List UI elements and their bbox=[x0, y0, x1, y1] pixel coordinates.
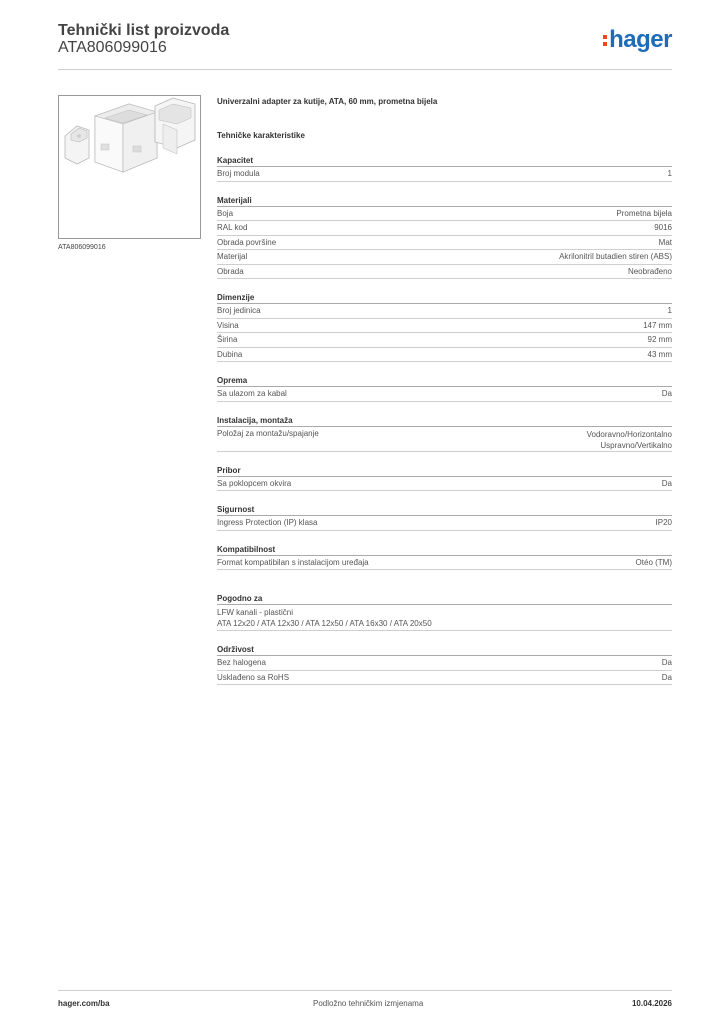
spec-label: Broj jedinica bbox=[217, 306, 261, 315]
spec-value-line: Uspravno/Vertikalno bbox=[600, 440, 672, 450]
section-title: Sigurnost bbox=[217, 503, 672, 516]
section-title: Kapacitet bbox=[217, 154, 672, 167]
spec-label: Sa ulazom za kabal bbox=[217, 389, 287, 398]
spec-value bbox=[587, 427, 672, 451]
product-photo-icon bbox=[59, 96, 200, 238]
spec-label: Širina bbox=[217, 335, 238, 344]
spec-label: RAL kod bbox=[217, 223, 248, 232]
tech-heading: Tehničke karakteristike bbox=[217, 131, 305, 140]
spec-row bbox=[217, 333, 672, 348]
spec-label: Položaj za montažu/spajanje bbox=[217, 428, 319, 438]
spec-row bbox=[217, 671, 672, 686]
page-title: Tehnički list proizvoda bbox=[58, 22, 230, 39]
spec-value: 43 mm bbox=[647, 349, 672, 359]
spec-value: Mat bbox=[658, 237, 672, 247]
spec-row bbox=[217, 656, 672, 671]
section-title: Materijali bbox=[217, 194, 672, 207]
section-pogodno bbox=[217, 592, 672, 631]
footer-date: 10.04.2026 bbox=[631, 999, 672, 1008]
spec-label: Obrada površine bbox=[217, 237, 277, 247]
spec-row bbox=[217, 207, 672, 222]
spec-label: Sa poklopcem okvira bbox=[217, 478, 292, 488]
logo-text: hager bbox=[609, 26, 672, 53]
product-description: Univerzalni adapter za kutije, ATA, 60 mm, prometna bijela bbox=[217, 97, 438, 106]
product-code: ATA806099016 bbox=[58, 39, 167, 56]
page-footer bbox=[58, 990, 672, 1014]
spec-value: IP20 bbox=[655, 518, 672, 527]
hager-logo[interactable] bbox=[603, 26, 672, 54]
spec-value: Akrilonitril butadien stiren (ABS) bbox=[559, 252, 672, 261]
spec-row bbox=[217, 556, 672, 571]
spec-row bbox=[217, 477, 672, 492]
footer-note: Podložno tehničkim izmjenama bbox=[313, 999, 424, 1008]
section-materijali bbox=[217, 194, 672, 280]
spec-value-line: Vodoravno/Horizontalno bbox=[586, 429, 672, 439]
spec-row bbox=[217, 319, 672, 334]
section-pribor bbox=[217, 464, 672, 492]
section-title: Održivost bbox=[217, 643, 672, 656]
spec-label: Dubina bbox=[217, 349, 243, 359]
section-kompatibilnost bbox=[217, 543, 672, 571]
section-title: Oprema bbox=[217, 374, 672, 387]
spec-label: Materijal bbox=[217, 252, 248, 261]
spec-label: Obrada bbox=[217, 266, 244, 276]
section-title: Kompatibilnost bbox=[217, 543, 672, 556]
section-kapacitet bbox=[217, 154, 672, 182]
spec-label: Format kompatibilan s instalacijom uređaja bbox=[217, 557, 369, 567]
spec-value: 147 mm bbox=[643, 320, 672, 330]
spec-value: 1 bbox=[667, 306, 672, 315]
suitable-line: LFW kanali - plastični bbox=[217, 608, 294, 617]
spec-row bbox=[217, 236, 672, 251]
spec-value: Da bbox=[661, 672, 672, 682]
spec-value: Neobrađeno bbox=[627, 266, 672, 276]
page-header bbox=[58, 20, 672, 70]
spec-label: Usklađeno sa RoHS bbox=[217, 672, 290, 682]
spec-row bbox=[217, 348, 672, 363]
section-title: Pogodno za bbox=[217, 592, 672, 605]
section-title: Pribor bbox=[217, 464, 672, 477]
spec-value: Da bbox=[661, 389, 672, 398]
section-title: Instalacija, montaža bbox=[217, 414, 672, 427]
spec-value: Da bbox=[661, 478, 672, 488]
product-photo bbox=[58, 95, 201, 239]
section-sigurnost bbox=[217, 503, 672, 531]
section-dimenzije bbox=[217, 291, 672, 362]
spec-row bbox=[217, 250, 672, 265]
photo-caption: ATA806099016 bbox=[58, 244, 106, 251]
spec-label: Broj modula bbox=[217, 169, 260, 178]
spec-row bbox=[217, 516, 672, 531]
section-instalacija bbox=[217, 414, 672, 452]
spec-value: 1 bbox=[667, 169, 672, 178]
spec-row bbox=[217, 387, 672, 402]
spec-row bbox=[217, 167, 672, 182]
spec-row bbox=[217, 221, 672, 236]
spec-value: 92 mm bbox=[647, 335, 672, 344]
spec-value: 9016 bbox=[654, 223, 672, 232]
spec-label: Bez halogena bbox=[217, 658, 266, 667]
spec-label: Boja bbox=[217, 208, 234, 218]
section-odrzivost bbox=[217, 643, 672, 685]
logo-mark-icon bbox=[603, 35, 607, 46]
spec-row bbox=[217, 427, 672, 452]
footer-website-link[interactable]: hager.com/ba bbox=[58, 999, 110, 1008]
spec-row bbox=[217, 605, 672, 631]
spec-content bbox=[217, 95, 672, 685]
spec-value: Da bbox=[661, 658, 672, 667]
spec-row bbox=[217, 265, 672, 280]
section-oprema bbox=[217, 374, 672, 402]
spec-label: Visina bbox=[217, 320, 239, 330]
spec-value: Otéo (TM) bbox=[635, 557, 672, 567]
suitable-line: ATA 12x20 / ATA 12x30 / ATA 12x50 / ATA 16x30 / ATA 20x50 bbox=[217, 619, 432, 628]
spec-label: Ingress Protection (IP) klasa bbox=[217, 518, 318, 527]
section-title: Dimenzije bbox=[217, 291, 672, 304]
spec-row bbox=[217, 304, 672, 319]
spec-value: Prometna bijela bbox=[616, 208, 672, 218]
